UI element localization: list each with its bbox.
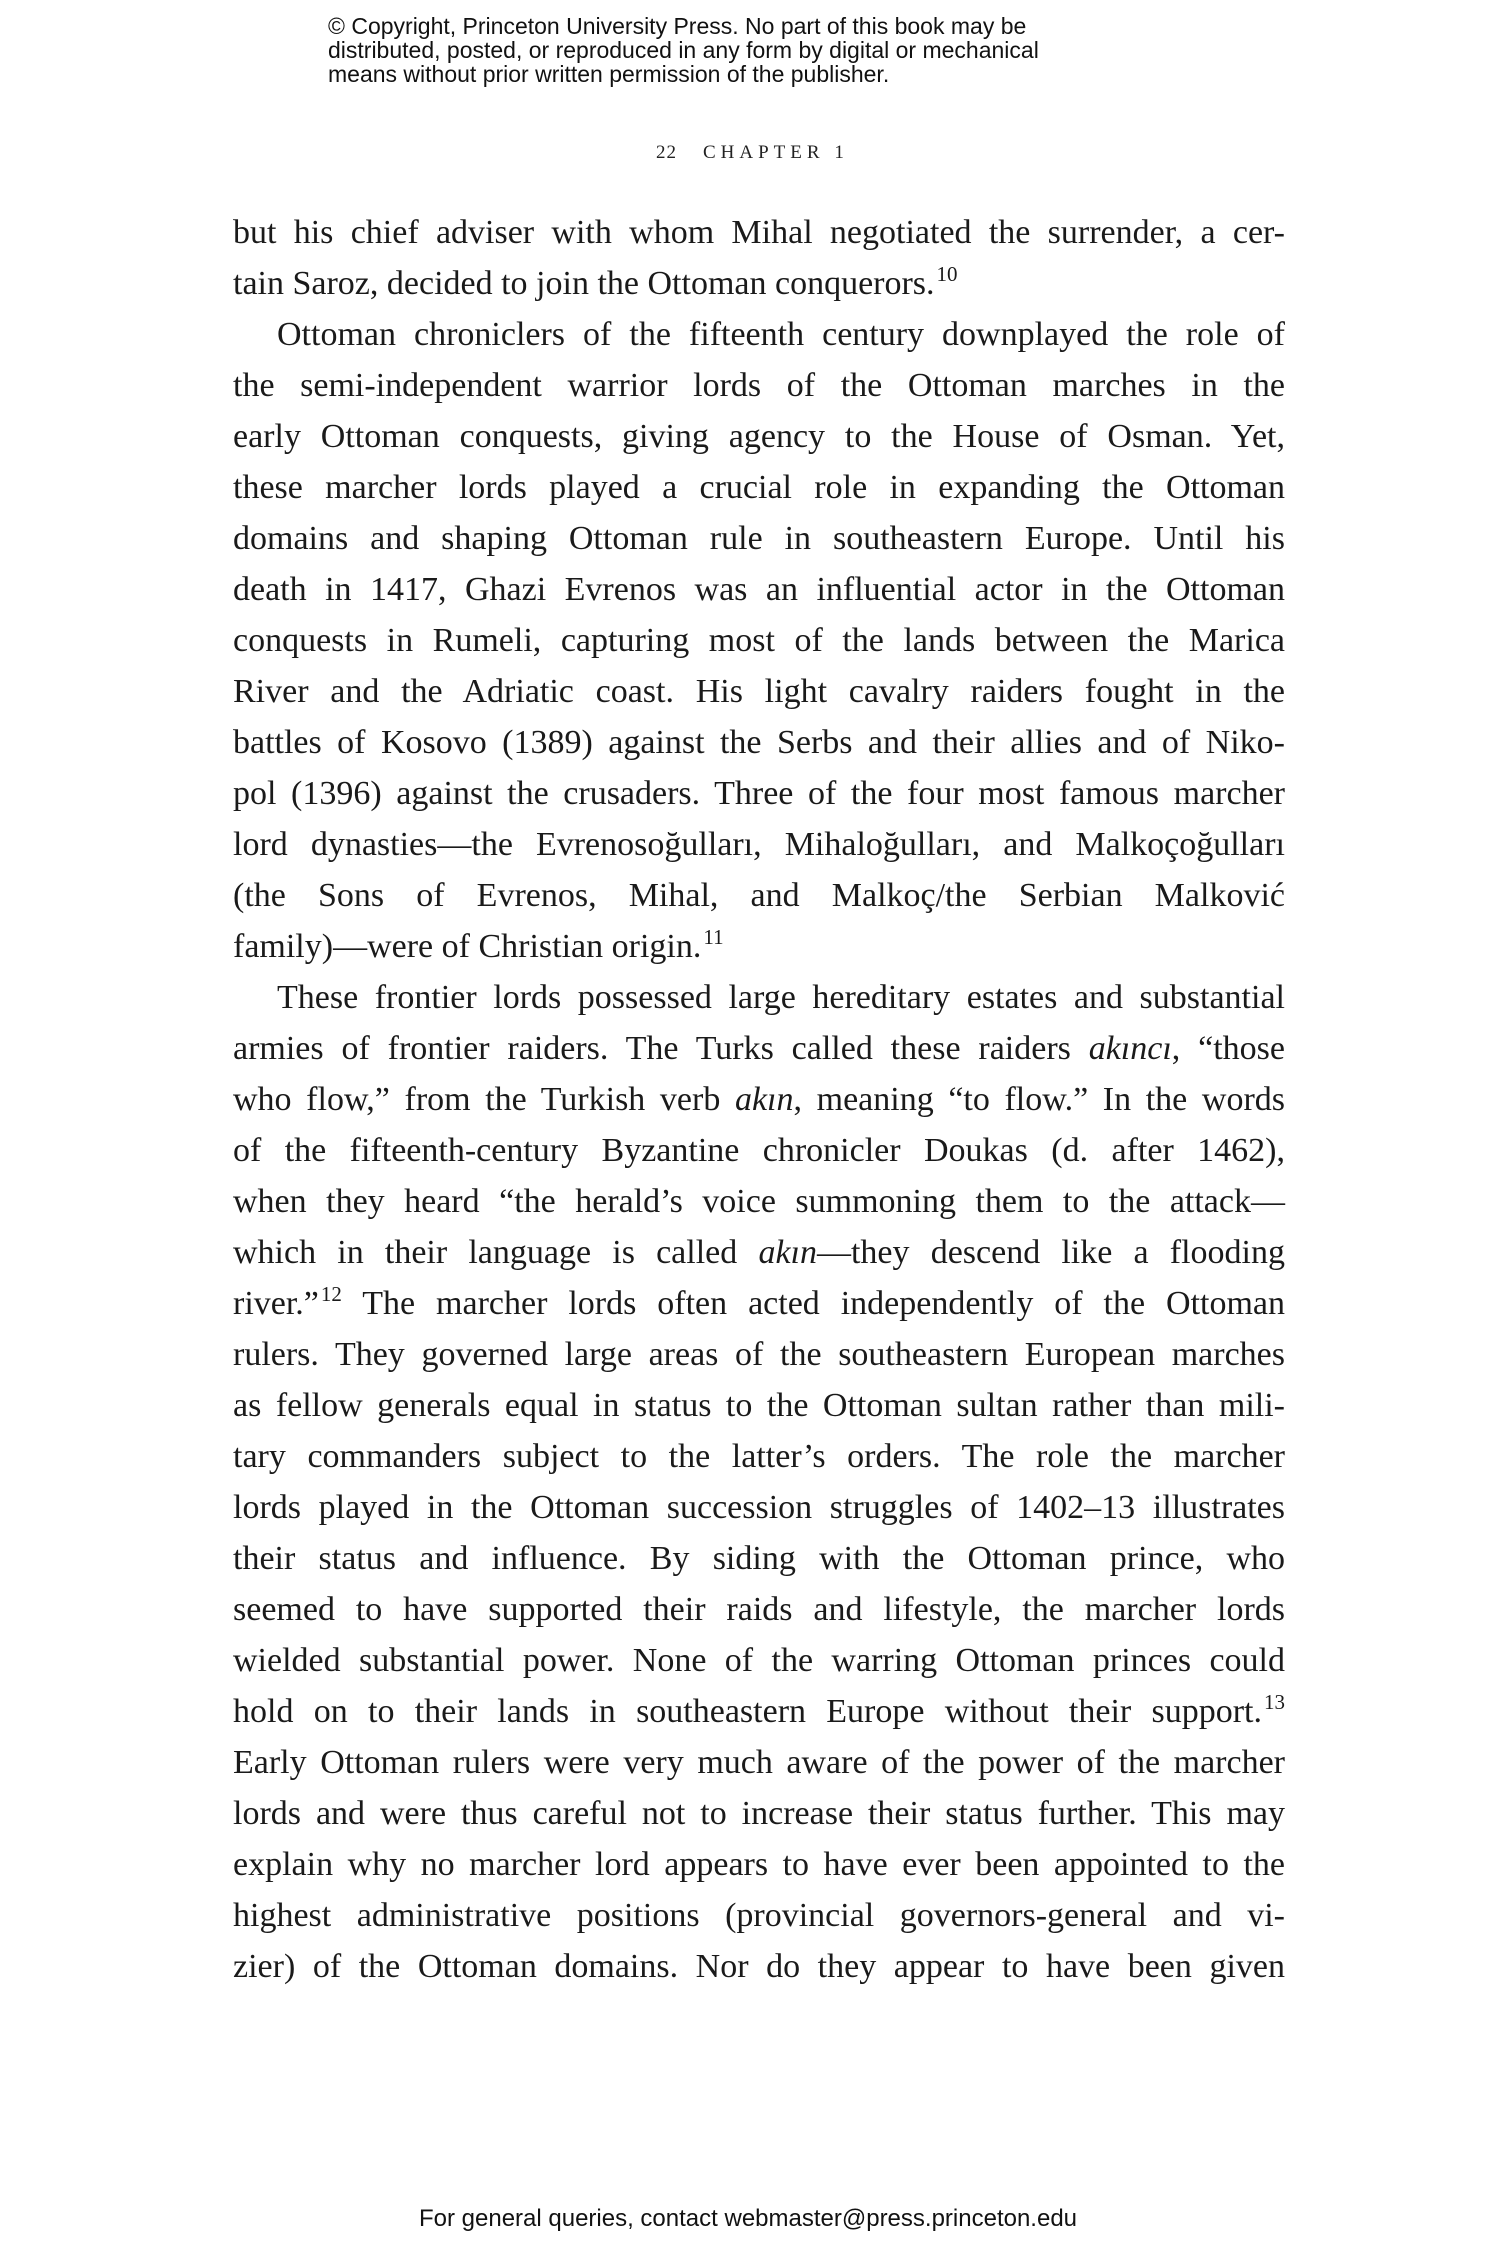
line-text: tary commanders subject to the latter’s orders. The role the marcher: [233, 1438, 1285, 1475]
line-text: River and the Adriatic coast. His light cavalry raiders fought in the: [233, 673, 1285, 710]
line-text: explain why no marcher lord appears to have ever been appointed to the: [233, 1846, 1285, 1883]
line-text: Ottoman chroniclers of the fifteenth century downplayed the role of: [277, 316, 1285, 353]
line-text: battles of Kosovo (1389) against the Serbs and their allies and of Niko-: [233, 724, 1285, 761]
italic-term: akın: [734, 1081, 794, 1118]
copyright-line: means without prior written permission of the publisher.: [328, 61, 890, 87]
footnote-marker: 10: [936, 262, 958, 286]
text-line: [233, 921, 1285, 972]
text-line: [233, 1686, 1285, 1737]
line-text: lords played in the Ottoman succession struggles of 1402–13 illustrates: [233, 1489, 1285, 1526]
line-text: lords and were thus careful not to increase their status further. This may: [233, 1795, 1285, 1832]
text-line: [233, 768, 1285, 819]
copyright-line: © Copyright, Princeton University Press. No part of this book may be: [328, 13, 1027, 39]
text-line: [233, 1329, 1285, 1380]
line-text: when they heard “the herald’s voice summoning them to the attack—: [233, 1183, 1285, 1220]
chapter-title: CHAPTER 1: [703, 142, 849, 163]
text-line: [233, 1788, 1285, 1839]
line-text: highest administrative positions (provincial governors-general and vi-: [233, 1897, 1285, 1934]
text-line: [233, 870, 1285, 921]
text-line: [233, 666, 1285, 717]
text-line: [233, 1737, 1285, 1788]
text-line: [233, 1380, 1285, 1431]
text-line: [233, 1125, 1285, 1176]
text-line: [233, 360, 1285, 411]
line-text: Early Ottoman rulers were very much aware of the power of the marcher: [233, 1744, 1285, 1781]
text-line: [233, 1941, 1285, 1992]
footnote-marker: 11: [703, 925, 724, 949]
text-line: [233, 1023, 1285, 1074]
footnote-marker: 13: [1264, 1690, 1285, 1714]
page-number: 22: [656, 142, 677, 163]
text-line: [233, 1278, 1285, 1329]
text-line: [233, 309, 1285, 360]
line-text: zier) of the Ottoman domains. Nor do they appear to have been given: [233, 1948, 1285, 1985]
line-text: these marcher lords played a crucial role in expanding the Ottoman: [233, 469, 1285, 506]
text-line: [233, 1431, 1285, 1482]
footnote-marker: 12: [320, 1282, 342, 1306]
italic-term: akın: [758, 1234, 817, 1271]
line-text: tain Saroz, decided to join the Ottoman conquerors.: [233, 265, 935, 302]
line-text: conquests in Rumeli, capturing most of the lands between the Marica: [233, 622, 1285, 659]
text-line: [233, 1890, 1285, 1941]
line-text: who flow,” from the Turkish verb: [233, 1081, 735, 1118]
line-text: seemed to have supported their raids and lifestyle, the marcher lords: [233, 1591, 1285, 1628]
text-line: [233, 411, 1285, 462]
text-line: [233, 1074, 1285, 1125]
line-text: domains and shaping Ottoman rule in southeastern Europe. Until his: [233, 520, 1285, 557]
text-line: [233, 819, 1285, 870]
text-line: [233, 1839, 1285, 1890]
line-text: family)—were of Christian origin.: [233, 928, 702, 965]
line-text: but his chief adviser with whom Mihal negotiated the surrender, a cer-: [233, 214, 1285, 251]
line-text: wielded substantial power. None of the warring Ottoman princes could: [233, 1642, 1285, 1679]
text-line: [233, 207, 1285, 258]
footer-contact: [0, 2205, 1500, 2233]
line-text: (the Sons of Evrenos, Mihal, and Malkoç/the Serbian Malković: [233, 877, 1285, 914]
text-line: [233, 1482, 1285, 1533]
text-line: [233, 1533, 1285, 1584]
line-text: lord dynasties—the Evrenosoğulları, Mihaloğulları, and Malkoçoğulları: [233, 826, 1285, 863]
text-line: [233, 513, 1285, 564]
line-text: These frontier lords possessed large hereditary estates and substantial: [277, 979, 1285, 1016]
text-line: [233, 564, 1285, 615]
text-line: [233, 717, 1285, 768]
text-line: [233, 462, 1285, 513]
line-text: death in 1417, Ghazi Evrenos was an influential actor in the Ottoman: [233, 571, 1285, 608]
line-text: early Ottoman conquests, giving agency to the House of Osman. Yet,: [233, 418, 1285, 455]
line-text: as fellow generals equal in status to the Ottoman sultan rather than mili-: [233, 1387, 1285, 1424]
line-text: the semi-independent warrior lords of the Ottoman marches in the: [233, 367, 1285, 404]
line-text: —they descend like a flooding: [816, 1234, 1285, 1271]
line-text: river.”: [233, 1285, 319, 1322]
line-text: their status and influence. By siding with the Ottoman prince, who: [233, 1540, 1285, 1577]
copyright-notice: [328, 14, 1208, 86]
line-text: armies of frontier raiders. The Turks called these raiders: [233, 1030, 1089, 1067]
copyright-line: distributed, posted, or reproduced in any form by digital or mechanical: [328, 37, 1039, 63]
text-line: [233, 1227, 1285, 1278]
text-line: [233, 258, 1285, 309]
body-text: [233, 207, 1285, 1992]
running-head: [656, 141, 849, 165]
line-text: rulers. They governed large areas of the southeastern European marches: [233, 1336, 1285, 1373]
footer-text: For general queries, contact webmaster@press.princeton.edu: [418, 2205, 1078, 2232]
italic-term: akıncı: [1088, 1030, 1172, 1067]
text-line: [233, 1176, 1285, 1227]
line-text: hold on to their lands in southeastern Europe without their support.: [233, 1693, 1262, 1730]
line-text: pol (1396) against the crusaders. Three of the four most famous marcher: [233, 775, 1285, 812]
text-line: [233, 1635, 1285, 1686]
line-text: The marcher lords often acted independently of the Ottoman: [341, 1285, 1285, 1322]
line-text: , “those: [1171, 1030, 1285, 1067]
text-line: [233, 1584, 1285, 1635]
line-text: , meaning “to flow.” In the words: [793, 1081, 1285, 1118]
line-text: which in their language is called: [233, 1234, 759, 1271]
text-line: [233, 972, 1285, 1023]
text-line: [233, 615, 1285, 666]
line-text: of the fifteenth-century Byzantine chronicler Doukas (d. after 1462),: [233, 1132, 1285, 1169]
